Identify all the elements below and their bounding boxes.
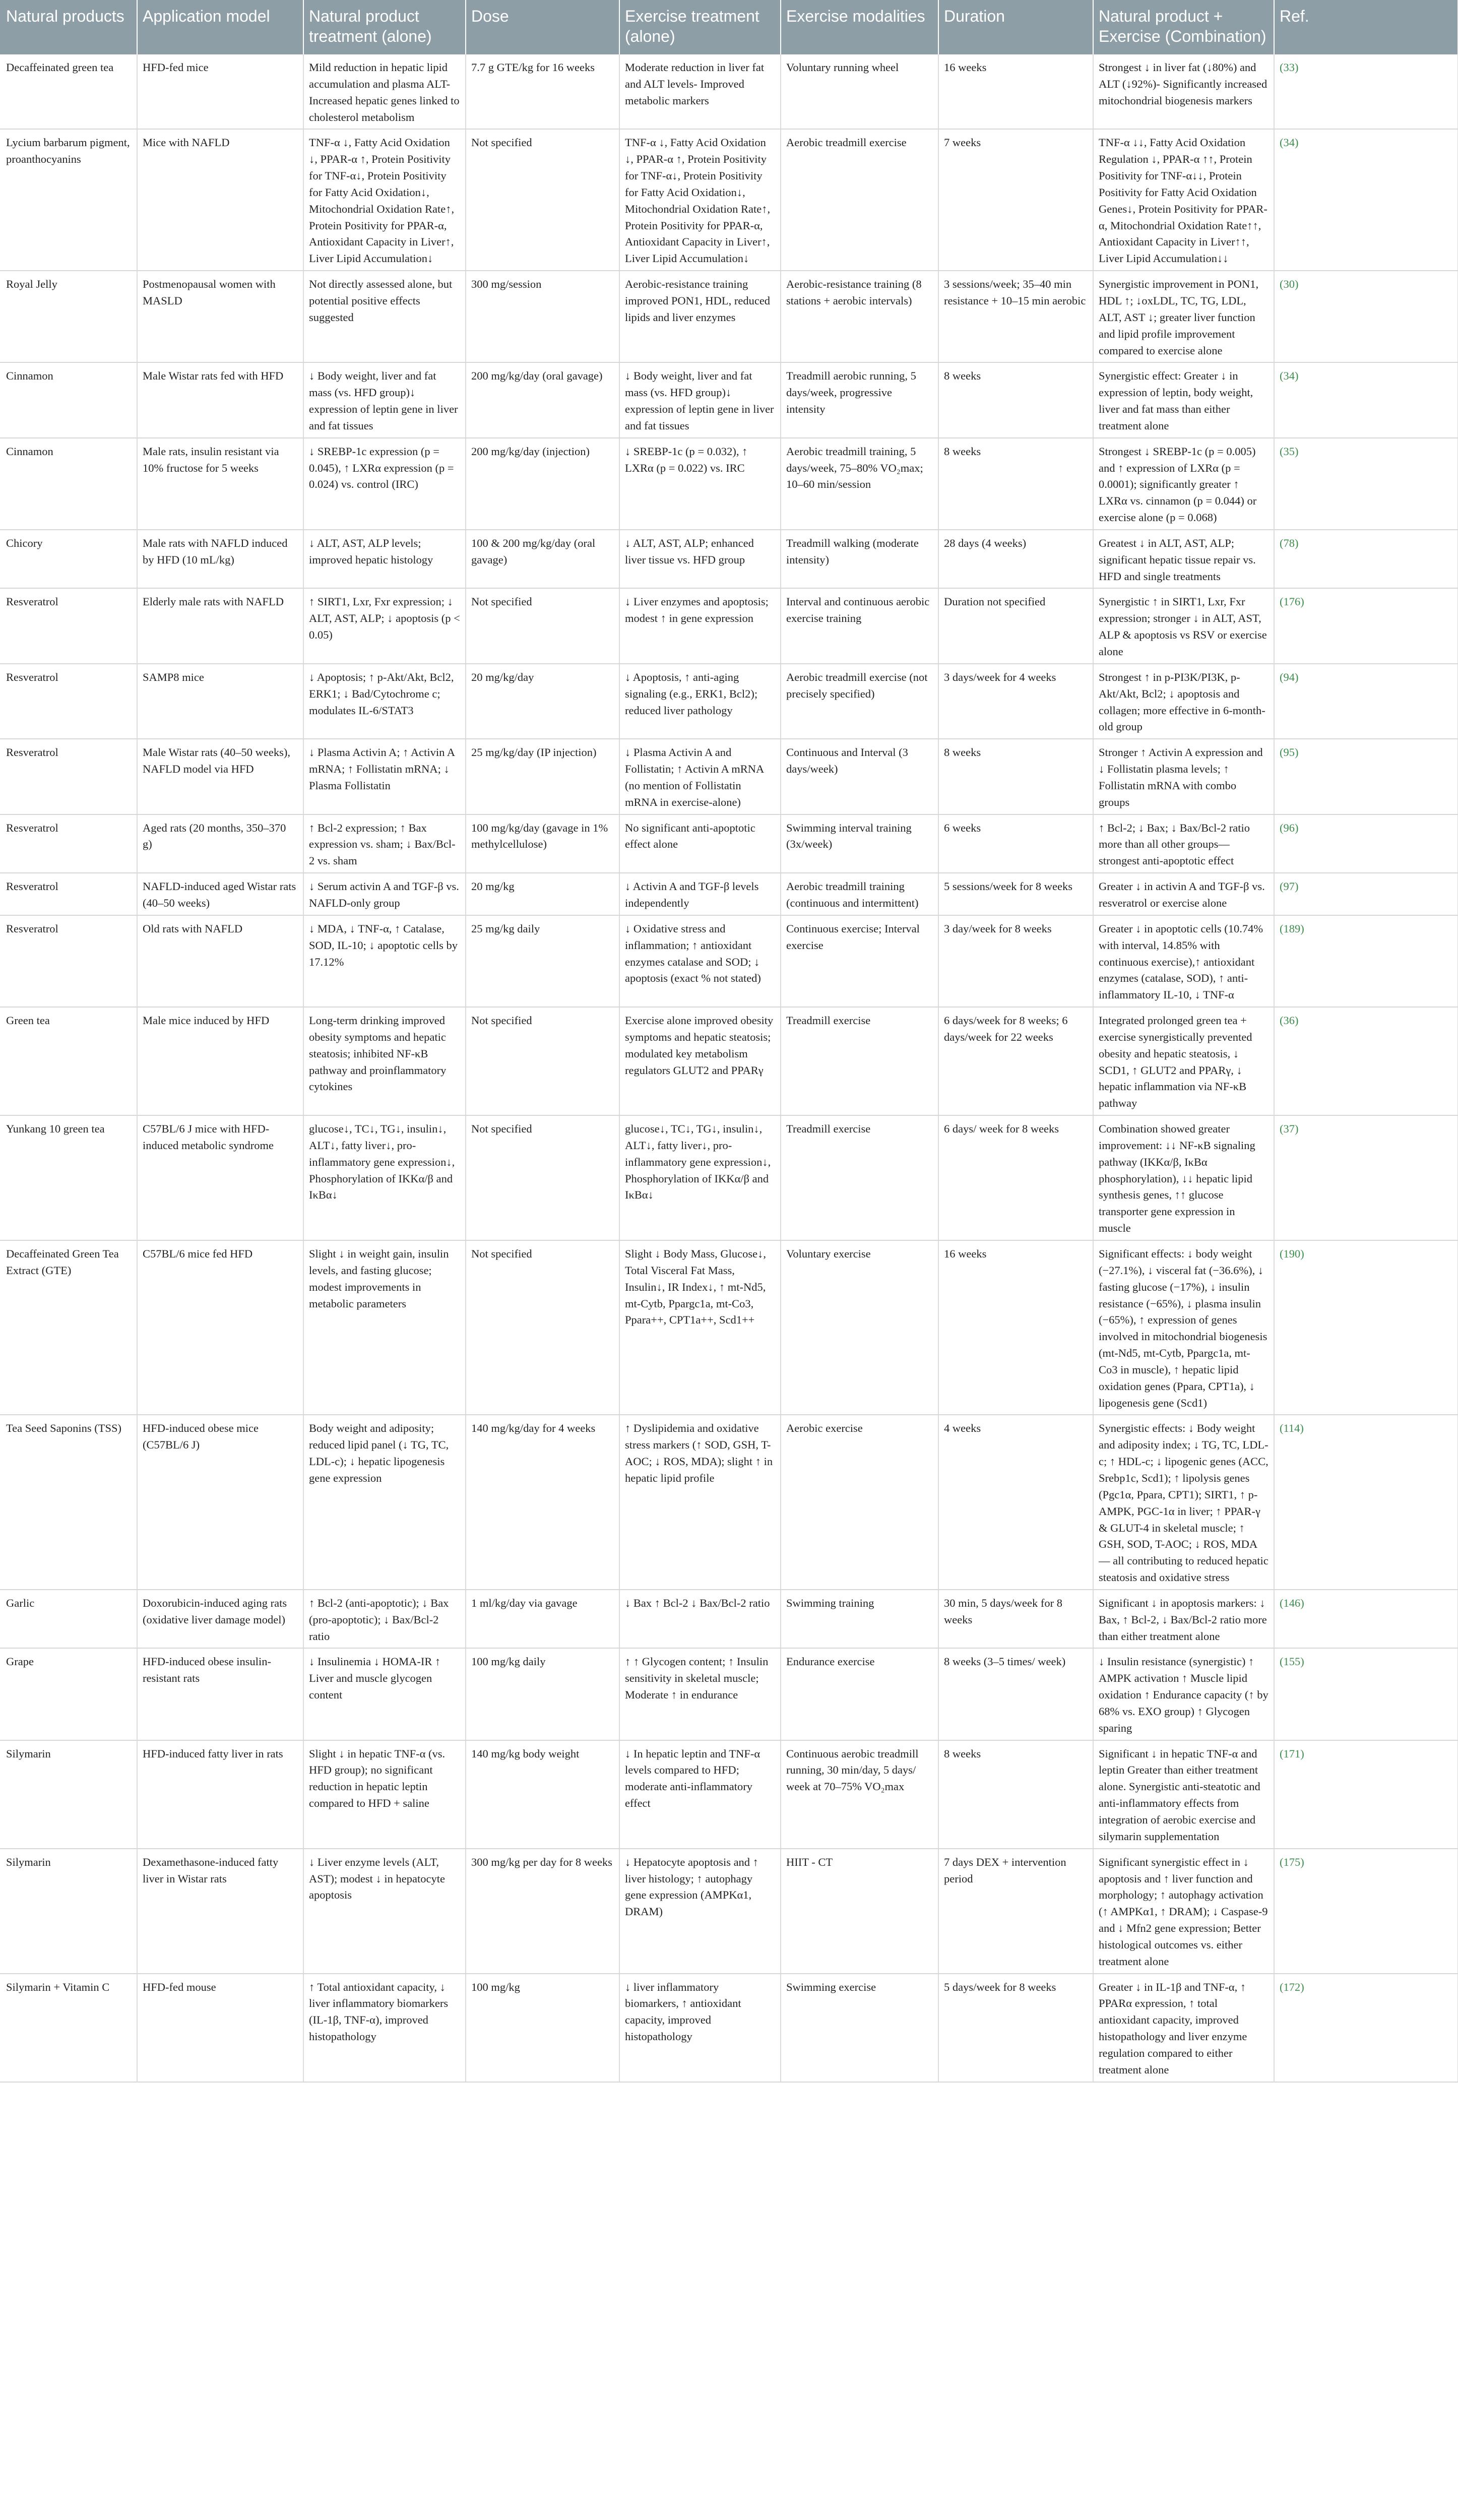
col-exercise-treatment-cell: ↓ Hepatocyte apoptosis and ↑ liver histology; ↑ autophagy gene expression (AMPKα1, DRAM) bbox=[619, 1849, 781, 1974]
col-application-model-cell: HFD-induced obese insulin-resistant rats bbox=[137, 1648, 303, 1740]
col-product-treatment-cell: Body weight and adiposity; reduced lipid panel (↓ TG, TC, LDL-c); ↓ hepatic lipogenesis gene expression bbox=[303, 1415, 466, 1589]
col-duration-cell: 16 weeks bbox=[938, 1240, 1093, 1415]
col-exercise-modalities-cell: Treadmill aerobic running, 5 days/week, progressive intensity bbox=[781, 362, 938, 437]
col-exercise-treatment-cell: ↓ Bax ↑ Bcl-2 ↓ Bax/Bcl-2 ratio bbox=[619, 1590, 781, 1649]
col-exercise-treatment-cell: Aerobic-resistance training improved PON1, HDL, reduced lipids and liver enzymes bbox=[619, 271, 781, 362]
col-duration-cell: 16 weeks bbox=[938, 54, 1093, 129]
col-dose-cell: 300 mg/kg per day for 8 weeks bbox=[466, 1849, 619, 1974]
col-exercise-modalities-cell: Aerobic treadmill training (continuous and intermittent) bbox=[781, 873, 938, 915]
col-dose-cell: 140 mg/kg body weight bbox=[466, 1740, 619, 1849]
col-combination-cell: Significant ↓ in hepatic TNF-α and leptin Greater than either treatment alone. Synergistic anti-steatotic and anti-inflammatory effects from integration of aerobic exercise and silymarin supplementation bbox=[1093, 1740, 1274, 1849]
col-combination-cell: Combination showed greater improvement: ↓↓ NF-κB signaling pathway (IKKα/β, IκBα phosphorylation), ↓↓ hepatic lipid synthesis genes, ↑↑ glucose transporter gene expression in muscle bbox=[1093, 1115, 1274, 1240]
table-row bbox=[0, 873, 1458, 915]
col-duration-cell: 8 weeks (3–5 times/ week) bbox=[938, 1648, 1093, 1740]
col-natural-products-cell: Yunkang 10 green tea bbox=[0, 1115, 137, 1240]
table-row bbox=[0, 915, 1458, 1007]
col-application-model-cell: C57BL/6 J mice with HFD-induced metabolic syndrome bbox=[137, 1115, 303, 1240]
col-application-model-cell: SAMP8 mice bbox=[137, 664, 303, 739]
table-row bbox=[0, 814, 1458, 873]
col-product-treatment-cell: ↓ SREBP-1c expression (p = 0.045), ↑ LXRα expression (p = 0.024) vs. control (IRC) bbox=[303, 438, 466, 530]
table-row bbox=[0, 1415, 1458, 1589]
col-natural-products-cell: Resveratrol bbox=[0, 814, 137, 873]
col-dose-cell: Not specified bbox=[466, 1007, 619, 1115]
reference-link[interactable]: (94) bbox=[1274, 664, 1458, 739]
col-exercise-treatment-cell: TNF-α ↓, Fatty Acid Oxidation ↓, PPAR-α ↑, Protein Positivity for TNF-α↓, Protein Positivity for Fatty Acid Oxidation↓, Mitochondrial Oxidation Rate↑, Protein Positivity for PPAR-α, Antioxidant Capacity in Liver↑, Liver Lipid Accumulation↓ bbox=[619, 129, 781, 271]
col-dose-cell: 20 mg/kg bbox=[466, 873, 619, 915]
reference-link[interactable]: (96) bbox=[1274, 814, 1458, 873]
col-application-model-cell: Male Wistar rats fed with HFD bbox=[137, 362, 303, 437]
col-exercise-treatment-cell: glucose↓, TC↓, TG↓, insulin↓, ALT↓, fatty liver↓, pro-inflammatory gene expression↓, Phosphorylation of IKKα/β and IκBα↓ bbox=[619, 1115, 781, 1240]
col-duration-cell: 5 days/week for 8 weeks bbox=[938, 1974, 1093, 2082]
col-duration-cell: 6 weeks bbox=[938, 814, 1093, 873]
table-row bbox=[0, 1115, 1458, 1240]
col-exercise-modalities-cell: Continuous and Interval (3 days/week) bbox=[781, 739, 938, 814]
col-product-treatment-cell: ↓ MDA, ↓ TNF-α, ↑ Catalase, SOD, IL-10; ↓ apoptotic cells by 17.12% bbox=[303, 915, 466, 1007]
col-natural-products-cell: Cinnamon bbox=[0, 362, 137, 437]
col-natural-products-cell: Silymarin bbox=[0, 1740, 137, 1849]
table-row bbox=[0, 1974, 1458, 2082]
col-duration-cell: 7 weeks bbox=[938, 129, 1093, 271]
col-exercise-treatment-cell: ↓ SREBP-1c (p = 0.032), ↑ LXRα (p = 0.022) vs. IRC bbox=[619, 438, 781, 530]
col-natural-products-cell: Royal Jelly bbox=[0, 271, 137, 362]
col-combination-cell: Strongest ↓ in liver fat (↓80%) and ALT (↓92%)- Significantly increased mitochondrial biogenesis markers bbox=[1093, 54, 1274, 129]
col-duration-cell: 30 min, 5 days/week for 8 weeks bbox=[938, 1590, 1093, 1649]
col-combination-cell: Significant synergistic effect in ↓ apoptosis and ↑ liver function and morphology; ↑ autophagy activation (↑ AMPKα1, ↑ DRAM); ↓ Caspase-9 and ↓ Mfn2 gene expression; Better histological outcomes vs. either treatment alone bbox=[1093, 1849, 1274, 1974]
reference-link[interactable]: (30) bbox=[1274, 271, 1458, 362]
col-combination-cell: Synergistic improvement in PON1, HDL ↑; ↓oxLDL, TC, TG, LDL, ALT, AST ↓; greater liver function and lipid profile improvement compared to exercise alone bbox=[1093, 271, 1274, 362]
col-product-treatment-cell: Long-term drinking improved obesity symptoms and hepatic steatosis; inhibited NF-κB pathway and proinflammatory cytokines bbox=[303, 1007, 466, 1115]
reference-link[interactable]: (176) bbox=[1274, 588, 1458, 663]
col-combination-cell: Greatest ↓ in ALT, AST, ALP; significant hepatic tissue repair vs. HFD and single treatments bbox=[1093, 530, 1274, 589]
col-exercise-modalities-cell: Swimming interval training (3x/week) bbox=[781, 814, 938, 873]
col-application-model-cell: Male mice induced by HFD bbox=[137, 1007, 303, 1115]
col-application-model-cell: Male Wistar rats (40–50 weeks), NAFLD model via HFD bbox=[137, 739, 303, 814]
col-duration-cell: 7 days DEX + intervention period bbox=[938, 1849, 1093, 1974]
col-duration-cell: 3 sessions/week; 35–40 min resistance + 10–15 min aerobic bbox=[938, 271, 1093, 362]
col-application-model-cell: HFD-induced obese mice (C57BL/6 J) bbox=[137, 1415, 303, 1589]
col-product-treatment-cell: glucose↓, TC↓, TG↓, insulin↓, ALT↓, fatty liver↓, pro-inflammatory gene expression↓, Phosphorylation of IKKα/β and IκBα↓ bbox=[303, 1115, 466, 1240]
col-application-model-cell: Aged rats (20 months, 350–370 g) bbox=[137, 814, 303, 873]
col-natural-products-cell: Tea Seed Saponins (TSS) bbox=[0, 1415, 137, 1589]
col-exercise-treatment-cell: ↓ Liver enzymes and apoptosis; modest ↑ in gene expression bbox=[619, 588, 781, 663]
col-exercise-treatment-cell: ↓ liver inflammatory biomarkers, ↑ antioxidant capacity, improved histopathology bbox=[619, 1974, 781, 2082]
col-exercise-modalities-cell: Aerobic-resistance training (8 stations + aerobic intervals) bbox=[781, 271, 938, 362]
col-product-treatment-cell: ↓ Liver enzyme levels (ALT, AST); modest ↓ in hepatocyte apoptosis bbox=[303, 1849, 466, 1974]
col-exercise-modalities-header: Exercise modalities bbox=[781, 0, 938, 54]
col-natural-products-cell: Resveratrol bbox=[0, 915, 137, 1007]
col-dose-cell: 100 mg/kg/day (gavage in 1% methylcellulose) bbox=[466, 814, 619, 873]
col-natural-products-cell: Resveratrol bbox=[0, 588, 137, 663]
table-row bbox=[0, 1590, 1458, 1649]
reference-link[interactable]: (35) bbox=[1274, 438, 1458, 530]
col-combination-cell: Significant ↓ in apoptosis markers: ↓ Bax, ↑ Bcl-2, ↓ Bax/Bcl-2 ratio more than either treatment alone bbox=[1093, 1590, 1274, 1649]
col-duration-cell: 6 days/week for 8 weeks; 6 days/week for 22 weeks bbox=[938, 1007, 1093, 1115]
col-natural-products-cell: Resveratrol bbox=[0, 739, 137, 814]
col-exercise-modalities-cell: Voluntary running wheel bbox=[781, 54, 938, 129]
reference-link[interactable]: (146) bbox=[1274, 1590, 1458, 1649]
col-product-treatment-cell: Mild reduction in hepatic lipid accumulation and plasma ALT- Increased hepatic genes linked to cholesterol metabolism bbox=[303, 54, 466, 129]
reference-link[interactable]: (155) bbox=[1274, 1648, 1458, 1740]
col-natural-products-cell: Cinnamon bbox=[0, 438, 137, 530]
col-exercise-treatment-cell: ↓ Plasma Activin A and Follistatin; ↑ Activin A mRNA (no mention of Follistatin mRNA in exercise-alone) bbox=[619, 739, 781, 814]
col-ref-header: Ref. bbox=[1274, 0, 1458, 54]
col-natural-products-cell: Grape bbox=[0, 1648, 137, 1740]
reference-link[interactable]: (33) bbox=[1274, 54, 1458, 129]
reference-link[interactable]: (34) bbox=[1274, 362, 1458, 437]
col-application-model-cell: Mice with NAFLD bbox=[137, 129, 303, 271]
col-combination-cell: Synergistic effect: Greater ↓ in expression of leptin, body weight, liver and fat mass than either treatment alone bbox=[1093, 362, 1274, 437]
col-application-model-cell: Postmenopausal women with MASLD bbox=[137, 271, 303, 362]
col-exercise-treatment-cell: Exercise alone improved obesity symptoms and hepatic steatosis; modulated key metabolism regulators GLUT2 and PPARγ bbox=[619, 1007, 781, 1115]
col-exercise-modalities-cell: Endurance exercise bbox=[781, 1648, 938, 1740]
col-product-treatment-cell: ↓ Apoptosis; ↑ p-Akt/Akt, Bcl2, ERK1; ↓ Bad/Cytochrome c; modulates IL-6/STAT3 bbox=[303, 664, 466, 739]
col-duration-cell: 4 weeks bbox=[938, 1415, 1093, 1589]
col-natural-products-cell: Chicory bbox=[0, 530, 137, 589]
col-duration-cell: Duration not specified bbox=[938, 588, 1093, 663]
reference-link[interactable]: (36) bbox=[1274, 1007, 1458, 1115]
reference-link[interactable]: (189) bbox=[1274, 915, 1458, 1007]
col-combination-cell: Significant effects: ↓ body weight (−27.1%), ↓ visceral fat (−36.6%), ↓ fasting glucose (−17%), ↓ insulin resistance (−65%), ↓ plasma insulin (−65%), ↑ expression of genes involved in mitochondrial biogenesis (mt-Nd5, mt-Cytb, Ppargc1a, mt-Co3 in muscle), ↑ hepatic lipid oxidation genes (Ppara, CPT1a), ↓ lipogenesis gene (Scd1) bbox=[1093, 1240, 1274, 1415]
col-application-model-cell: C57BL/6 mice fed HFD bbox=[137, 1240, 303, 1415]
col-exercise-treatment-cell: Moderate reduction in liver fat and ALT levels- Improved metabolic markers bbox=[619, 54, 781, 129]
col-duration-header: Duration bbox=[938, 0, 1093, 54]
col-exercise-treatment-cell: No significant anti-apoptotic effect alone bbox=[619, 814, 781, 873]
col-natural-products-cell: Decaffeinated green tea bbox=[0, 54, 137, 129]
col-dose-cell: 140 mg/kg/day for 4 weeks bbox=[466, 1415, 619, 1589]
col-combination-cell: Stronger ↑ Activin A expression and ↓ Follistatin plasma levels; ↑ Follistatin mRNA with combo groups bbox=[1093, 739, 1274, 814]
col-duration-cell: 8 weeks bbox=[938, 739, 1093, 814]
col-exercise-treatment-cell: ↓ ALT, AST, ALP; enhanced liver tissue vs. HFD group bbox=[619, 530, 781, 589]
col-application-model-cell: Male rats with NAFLD induced by HFD (10 mL/kg) bbox=[137, 530, 303, 589]
reference-link[interactable]: (172) bbox=[1274, 1974, 1458, 2082]
col-combination-cell: Strongest ↑ in p-PI3K/PI3K, p-Akt/Akt, Bcl2; ↓ apoptosis and collagen; more effective in 6-month-old group bbox=[1093, 664, 1274, 739]
col-natural-products-cell: Silymarin + Vitamin C bbox=[0, 1974, 137, 2082]
table-row bbox=[0, 664, 1458, 739]
col-combination-cell: TNF-α ↓↓, Fatty Acid Oxidation Regulation ↓, PPAR-α ↑↑, Protein Positivity for TNF-α↓↓, Protein Positivity for Fatty Acid Oxidation Genes↓, Protein Positivity for PPAR-α, Mitochondrial Oxidation Rate↑↑, Antioxidant Capacity in Liver↑↑, Liver Lipid Accumulation↓↓ bbox=[1093, 129, 1274, 271]
col-dose-cell: 25 mg/kg/day (IP injection) bbox=[466, 739, 619, 814]
col-exercise-modalities-cell: Aerobic treadmill training, 5 days/week, 75–80% VO₂max; 10–60 min/session bbox=[781, 438, 938, 530]
col-combination-cell: Integrated prolonged green tea + exercise synergistically prevented obesity and hepatic steatosis, ↓ SCD1, ↑ GLUT2 and PPARγ, ↓ hepatic inflammation via NF-κB pathway bbox=[1093, 1007, 1274, 1115]
table-row bbox=[0, 1007, 1458, 1115]
col-combination-cell: Synergistic effects: ↓ Body weight and adiposity index; ↓ TG, TC, LDL-c; ↑ HDL-c; ↓ lipogenic genes (ACC, Srebp1c, Scd1); ↑ lipolysis genes (Pgc1α, Ppara, CPT1); SIRT1, ↑ p-AMPK, PGC-1α in liver; ↑ PPAR-γ & GLUT-4 in skeletal muscle; ↑ GSH, SOD, T-AOC; ↓ ROS, MDA — all contributing to reduced hepatic steatosis and oxidative stress bbox=[1093, 1415, 1274, 1589]
table-row bbox=[0, 129, 1458, 271]
col-exercise-treatment-cell: Slight ↓ Body Mass, Glucose↓, Total Visceral Fat Mass, Insulin↓, IR Index↓, ↑ mt-Nd5, mt-Cytb, Ppargc1a, mt-Co3, Ppara++, CPT1a++, Scd1++ bbox=[619, 1240, 781, 1415]
col-exercise-treatment-cell: ↑ ↑ Glycogen content; ↑ Insulin sensitivity in skeletal muscle; Moderate ↑ in endurance bbox=[619, 1648, 781, 1740]
table-row bbox=[0, 1240, 1458, 1415]
table-body bbox=[0, 54, 1458, 2082]
reference-link[interactable]: (34) bbox=[1274, 129, 1458, 271]
col-dose-cell: 25 mg/kg daily bbox=[466, 915, 619, 1007]
table-row bbox=[0, 54, 1458, 129]
col-application-model-cell: HFD-fed mouse bbox=[137, 1974, 303, 2082]
col-exercise-modalities-cell: Aerobic treadmill exercise bbox=[781, 129, 938, 271]
col-exercise-modalities-cell: Aerobic treadmill exercise (not precisely specified) bbox=[781, 664, 938, 739]
col-duration-cell: 8 weeks bbox=[938, 362, 1093, 437]
col-exercise-treatment-cell: ↓ Oxidative stress and inflammation; ↑ antioxidant enzymes catalase and SOD; ↓ apoptosis (exact % not stated) bbox=[619, 915, 781, 1007]
col-product-treatment-cell: ↓ Insulinemia ↓ HOMA-IR ↑ Liver and muscle glycogen content bbox=[303, 1648, 466, 1740]
col-application-model-cell: NAFLD-induced aged Wistar rats (40–50 weeks) bbox=[137, 873, 303, 915]
col-duration-cell: 6 days/ week for 8 weeks bbox=[938, 1115, 1093, 1240]
col-product-treatment-cell: ↓ Body weight, liver and fat mass (vs. HFD group)↓ expression of leptin gene in liver and fat tissues bbox=[303, 362, 466, 437]
col-application-model-header: Application model bbox=[137, 0, 303, 54]
col-application-model-cell: Male rats, insulin resistant via 10% fructose for 5 weeks bbox=[137, 438, 303, 530]
reference-link[interactable]: (37) bbox=[1274, 1115, 1458, 1240]
col-duration-cell: 3 days/week for 4 weeks bbox=[938, 664, 1093, 739]
col-natural-products-cell: Resveratrol bbox=[0, 873, 137, 915]
col-exercise-treatment-header: Exercise treatment (alone) bbox=[619, 0, 781, 54]
col-product-treatment-cell: Slight ↓ in hepatic TNF-α (vs. HFD group); no significant reduction in hepatic leptin compared to HFD + saline bbox=[303, 1740, 466, 1849]
col-product-treatment-cell: ↓ ALT, AST, ALP levels; improved hepatic histology bbox=[303, 530, 466, 589]
col-application-model-cell: Elderly male rats with NAFLD bbox=[137, 588, 303, 663]
col-duration-cell: 8 weeks bbox=[938, 1740, 1093, 1849]
table-row bbox=[0, 438, 1458, 530]
col-combination-cell: ↑ Bcl-2; ↓ Bax; ↓ Bax/Bcl-2 ratio more than all other groups—strongest anti-apoptotic effect bbox=[1093, 814, 1274, 873]
col-dose-cell: Not specified bbox=[466, 1240, 619, 1415]
col-dose-cell: 200 mg/kg/day (injection) bbox=[466, 438, 619, 530]
col-natural-products-cell: Lycium barbarum pigment, proanthocyanins bbox=[0, 129, 137, 271]
col-dose-cell: 300 mg/session bbox=[466, 271, 619, 362]
col-exercise-modalities-cell: Aerobic exercise bbox=[781, 1415, 938, 1589]
header-row bbox=[0, 0, 1458, 54]
col-dose-cell: Not specified bbox=[466, 1115, 619, 1240]
col-natural-products-header: Natural products bbox=[0, 0, 137, 54]
col-dose-cell: 100 mg/kg bbox=[466, 1974, 619, 2082]
col-duration-cell: 5 sessions/week for 8 weeks bbox=[938, 873, 1093, 915]
col-combination-cell: Greater ↓ in IL-1β and TNF-α, ↑ PPARα expression, ↑ total antioxidant capacity, improved histopathology and liver enzyme regulation compared to either treatment alone bbox=[1093, 1974, 1274, 2082]
col-exercise-treatment-cell: ↓ Activin A and TGF-β levels independently bbox=[619, 873, 781, 915]
col-dose-header: Dose bbox=[466, 0, 619, 54]
col-exercise-treatment-cell: ↓ Apoptosis, ↑ anti-aging signaling (e.g., ERK1, Bcl2); reduced liver pathology bbox=[619, 664, 781, 739]
col-product-treatment-cell: ↓ Serum activin A and TGF-β vs. NAFLD-only group bbox=[303, 873, 466, 915]
col-product-treatment-cell: Not directly assessed alone, but potential positive effects suggested bbox=[303, 271, 466, 362]
table-row bbox=[0, 588, 1458, 663]
col-dose-cell: 200 mg/kg/day (oral gavage) bbox=[466, 362, 619, 437]
col-natural-products-cell: Decaffeinated Green Tea Extract (GTE) bbox=[0, 1240, 137, 1415]
reference-link[interactable]: (171) bbox=[1274, 1740, 1458, 1849]
reference-link[interactable]: (114) bbox=[1274, 1415, 1458, 1589]
col-combination-cell: Synergistic ↑ in SIRT1, Lxr, Fxr expression; stronger ↓ in ALT, AST, ALP & apoptosis vs RSV or exercise alone bbox=[1093, 588, 1274, 663]
col-exercise-treatment-cell: ↓ Body weight, liver and fat mass (vs. HFD group)↓ expression of leptin gene in liver and fat tissues bbox=[619, 362, 781, 437]
col-exercise-modalities-cell: Interval and continuous aerobic exercise training bbox=[781, 588, 938, 663]
table-row bbox=[0, 1648, 1458, 1740]
col-product-treatment-cell: ↑ Bcl-2 (anti-apoptotic); ↓ Bax (pro-apoptotic); ↓ Bax/Bcl-2 ratio bbox=[303, 1590, 466, 1649]
reference-link[interactable]: (175) bbox=[1274, 1849, 1458, 1974]
col-duration-cell: 8 weeks bbox=[938, 438, 1093, 530]
col-exercise-modalities-cell: Treadmill walking (moderate intensity) bbox=[781, 530, 938, 589]
reference-link[interactable]: (190) bbox=[1274, 1240, 1458, 1415]
col-dose-cell: Not specified bbox=[466, 588, 619, 663]
col-exercise-modalities-cell: Swimming training bbox=[781, 1590, 938, 1649]
col-exercise-modalities-cell: Continuous aerobic treadmill running, 30 min/day, 5 days/ week at 70–75% VO₂max bbox=[781, 1740, 938, 1849]
table-row bbox=[0, 362, 1458, 437]
col-combination-cell: ↓ Insulin resistance (synergistic) ↑ AMPK activation ↑ Muscle lipid oxidation ↑ Endurance capacity (↑ by 68% vs. EXO group) ↑ Glycogen sparing bbox=[1093, 1648, 1274, 1740]
table-row bbox=[0, 1849, 1458, 1974]
col-product-treatment-cell: ↑ Total antioxidant capacity, ↓ liver inflammatory biomarkers (IL-1β, TNF-α), improved histopathology bbox=[303, 1974, 466, 2082]
col-natural-products-cell: Green tea bbox=[0, 1007, 137, 1115]
col-exercise-modalities-cell: Continuous exercise; Interval exercise bbox=[781, 915, 938, 1007]
col-exercise-treatment-cell: ↓ In hepatic leptin and TNF-α levels compared to HFD; moderate anti-inflammatory effect bbox=[619, 1740, 781, 1849]
col-combination-cell: Greater ↓ in activin A and TGF-β vs. resveratrol or exercise alone bbox=[1093, 873, 1274, 915]
col-application-model-cell: HFD-fed mice bbox=[137, 54, 303, 129]
col-product-treatment-cell: ↑ SIRT1, Lxr, Fxr expression; ↓ ALT, AST, ALP; ↓ apoptosis (p < 0.05) bbox=[303, 588, 466, 663]
col-natural-products-cell: Garlic bbox=[0, 1590, 137, 1649]
col-combination-cell: Strongest ↓ SREBP-1c (p = 0.005) and ↑ expression of LXRα (p = 0.0001); significantly greater ↑ LXRα vs. cinnamon (p = 0.044) or exercise alone (p = 0.068) bbox=[1093, 438, 1274, 530]
col-dose-cell: 1 ml/kg/day via gavage bbox=[466, 1590, 619, 1649]
reference-link[interactable]: (97) bbox=[1274, 873, 1458, 915]
col-application-model-cell: Dexamethasone-induced fatty liver in Wistar rats bbox=[137, 1849, 303, 1974]
col-product-treatment-cell: ↓ Plasma Activin A; ↑ Activin A mRNA; ↑ Follistatin mRNA; ↓ Plasma Follistatin bbox=[303, 739, 466, 814]
col-exercise-modalities-cell: Voluntary exercise bbox=[781, 1240, 938, 1415]
col-product-treatment-cell: ↑ Bcl-2 expression; ↑ Bax expression vs. sham; ↓ Bax/Bcl-2 vs. sham bbox=[303, 814, 466, 873]
col-application-model-cell: Old rats with NAFLD bbox=[137, 915, 303, 1007]
table-row bbox=[0, 739, 1458, 814]
table-row bbox=[0, 1740, 1458, 1849]
col-natural-products-cell: Silymarin bbox=[0, 1849, 137, 1974]
col-product-treatment-cell: TNF-α ↓, Fatty Acid Oxidation ↓, PPAR-α ↑, Protein Positivity for TNF-α↓, Protein Positivity for Fatty Acid Oxidation↓, Mitochondrial Oxidation Rate↑, Protein Positivity for PPAR-α, Antioxidant Capacity in Liver↑, Liver Lipid Accumulation↓ bbox=[303, 129, 466, 271]
col-application-model-cell: Doxorubicin-induced aging rats (oxidative liver damage model) bbox=[137, 1590, 303, 1649]
col-exercise-modalities-cell: Swimming exercise bbox=[781, 1974, 938, 2082]
col-dose-cell: Not specified bbox=[466, 129, 619, 271]
col-exercise-modalities-cell: Treadmill exercise bbox=[781, 1007, 938, 1115]
col-dose-cell: 100 mg/kg daily bbox=[466, 1648, 619, 1740]
col-exercise-modalities-cell: Treadmill exercise bbox=[781, 1115, 938, 1240]
col-combination-header: Natural product + Exercise (Combination) bbox=[1093, 0, 1274, 54]
col-application-model-cell: HFD-induced fatty liver in rats bbox=[137, 1740, 303, 1849]
table-row bbox=[0, 530, 1458, 589]
reference-link[interactable]: (78) bbox=[1274, 530, 1458, 589]
col-exercise-treatment-cell: ↑ Dyslipidemia and oxidative stress markers (↑ SOD, GSH, T-AOC; ↓ ROS, MDA); slight ↑ in hepatic lipid profile bbox=[619, 1415, 781, 1589]
table-row bbox=[0, 271, 1458, 362]
col-dose-cell: 7.7 g GTE/kg for 16 weeks bbox=[466, 54, 619, 129]
col-product-treatment-header: Natural product treatment (alone) bbox=[303, 0, 466, 54]
col-duration-cell: 3 day/week for 8 weeks bbox=[938, 915, 1093, 1007]
reference-link[interactable]: (95) bbox=[1274, 739, 1458, 814]
col-natural-products-cell: Resveratrol bbox=[0, 664, 137, 739]
col-duration-cell: 28 days (4 weeks) bbox=[938, 530, 1093, 589]
col-product-treatment-cell: Slight ↓ in weight gain, insulin levels, and fasting glucose; modest improvements in metabolic parameters bbox=[303, 1240, 466, 1415]
col-dose-cell: 100 & 200 mg/kg/day (oral gavage) bbox=[466, 530, 619, 589]
col-exercise-modalities-cell: HIIT - CT bbox=[781, 1849, 938, 1974]
col-combination-cell: Greater ↓ in apoptotic cells (10.74% with interval, 14.85% with continuous exercise),↑ antioxidant enzymes (catalase, SOD), ↑ anti-inflammatory IL-10, ↓ TNF-α bbox=[1093, 915, 1274, 1007]
col-dose-cell: 20 mg/kg/day bbox=[466, 664, 619, 739]
